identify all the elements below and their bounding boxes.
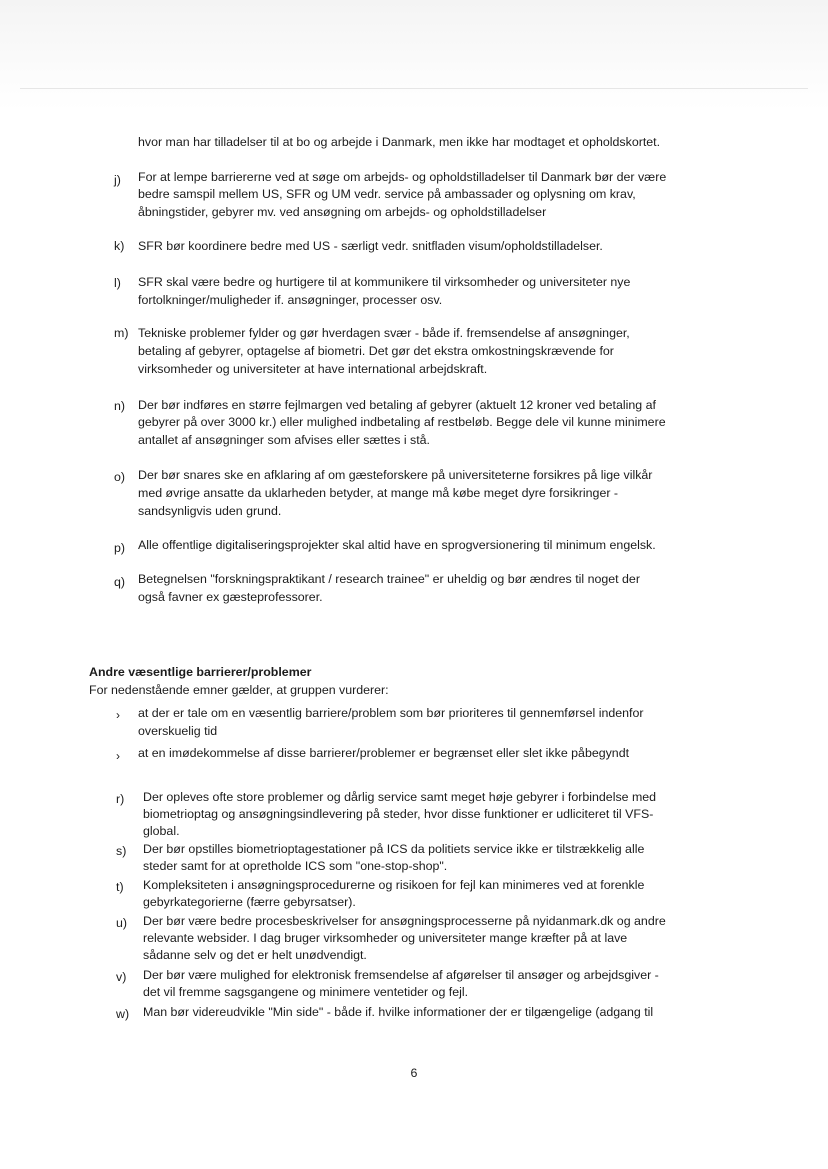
item-w-label: w): [116, 1007, 130, 1021]
item-o-label: o): [114, 470, 126, 484]
item-o-line-1: Der bør snares ske en afklaring af om gæsteforskere på universiteterne forsikres på lige vilkår: [138, 468, 653, 482]
item-p-line-1: Alle offentlige digitaliseringsprojekter skal altid have en sprogversionering til minimum engelsk.: [138, 538, 656, 552]
item-v-line-2: det vil fremme sagsgangene og minimere ventetider og fejl.: [143, 985, 469, 999]
item-n-label: n): [114, 399, 126, 413]
item-s-line-2: steder samt for at opretholde ICS som "one-stop-shop".: [143, 859, 448, 873]
item-l-line-2: fortolkninger/muligheder if. ansøgninger, processer osv.: [138, 293, 443, 307]
item-q-line-1: Betegnelsen "forskningspraktikant / research trainee" er uheldig og bør ændres til noget der: [138, 572, 640, 586]
bullet-1-line-2: overskuelig tid: [138, 724, 218, 738]
item-n-line-3: antallet af ansøgninger som afvises eller sættes i stå.: [138, 433, 431, 447]
item-m-line-2: betaling af gebyrer, optagelse af biometri. Det gør det ekstra omkostningskrævende for: [138, 344, 614, 358]
bullet-1-line-1: at der er tale om en væsentlig barriere/problem som bør prioriteres til gennemførsel indenfor: [138, 706, 644, 720]
item-continuation-line-1: hvor man har tilladelser til at bo og arbejde i Danmark, men ikke har modtaget et opholdskortet.: [138, 135, 661, 149]
item-r-line-3: global.: [143, 824, 180, 838]
item-r-line-1: Der opleves ofte store problemer og dårlig service samt meget høje gebyrer i forbindelse med: [143, 790, 657, 804]
bullet-marker: ›: [116, 708, 120, 722]
item-q-line-2: også favner ex gæsteprofessorer.: [138, 590, 323, 604]
item-t-line-1: Kompleksiteten i ansøgningsprocedurerne og risikoen for fejl kan minimeres ved at forenkle: [143, 878, 645, 892]
item-u-line-3: sådanne selv og det er helt unødvendigt.: [143, 948, 367, 962]
item-w-line-1: Man bør videreudvikle "Min side" - både if. hvilke informationer der er tilgængelige (adgang til: [143, 1005, 654, 1019]
section-intro: For nedenstående emner gælder, at gruppen vurderer:: [89, 683, 389, 697]
item-s-line-1: Der bør opstilles biometrioptagestationer på ICS da politiets service ikke er tilstrækkelig alle: [143, 842, 645, 856]
item-p-label: p): [114, 541, 126, 555]
item-v-label: v): [116, 970, 127, 984]
item-q-label: q): [114, 575, 126, 589]
item-t-label: t): [116, 880, 124, 894]
bullet-marker: ›: [116, 749, 120, 763]
item-u-line-1: Der bør være bedre procesbeskrivelser for ansøgningsprocesserne på nyidanmark.dk og andre: [143, 914, 666, 928]
item-n-line-2: gebyrer på over 3000 kr.) eller mulighed indbetaling af restbeløb. Begge dele vil kunne minimere: [138, 415, 666, 429]
item-k-line-1: SFR bør koordinere bedre med US - særligt vedr. snitfladen visum/opholdstilladelser.: [138, 239, 603, 253]
section-heading: Andre væsentlige barrierer/problemer: [89, 665, 312, 679]
item-u-label: u): [116, 916, 128, 930]
item-l-label: l): [114, 276, 121, 290]
item-r-line-2: biometrioptag og ansøgningsindlevering på steder, hvor disse funktioner er udliciteret til VFS-: [143, 807, 654, 821]
item-k-label: k): [114, 239, 125, 253]
item-o-line-3: sandsynligvis uden grund.: [138, 504, 282, 518]
item-j-line-2: bedre samspil mellem US, SFR og UM vedr. service på ambassader og oplysning om krav,: [138, 187, 636, 201]
item-j-line-3: åbningstider, gebyrer mv. ved ansøgning om arbejds- og opholdstilladelser: [138, 205, 547, 219]
item-j-line-1: For at lempe barriererne ved at søge om arbejds- og opholdstilladelser til Danmark bør der være: [138, 170, 667, 184]
item-m-line-3: virksomheder og universiteter at have international arbejdskraft.: [138, 362, 488, 376]
item-l-line-1: SFR skal være bedre og hurtigere til at kommunikere til virksomheder og universiteter nye: [138, 275, 631, 289]
page-number: 6: [410, 1066, 418, 1080]
item-m-line-1: Tekniske problemer fylder og gør hverdagen svær - både if. fremsendelse af ansøgninger,: [138, 326, 630, 340]
item-o-line-2: med øvrige ansatte da uklarheden betyder, at mange må købe meget dyre forsikringer -: [138, 486, 619, 500]
item-n-line-1: Der bør indføres en større fejlmargen ved betaling af gebyrer (aktuelt 12 kroner ved betaling af: [138, 398, 656, 412]
item-m-label: m): [114, 326, 129, 340]
item-j-label: j): [114, 173, 121, 187]
item-s-label: s): [116, 844, 127, 858]
item-u-line-2: relevante websider. I dag bruger virksomheder og universiteter mange kræfter på at lave: [143, 931, 628, 945]
item-v-line-1: Der bør være mulighed for elektronisk fremsendelse af afgørelser til ansøger og arbejdsgiver -: [143, 968, 659, 982]
item-t-line-2: gebyrkategorierne (færre gebyrsatser).: [143, 895, 356, 909]
bullet-2-line-1: at en imødekommelse af disse barrierer/problemer er begrænset eller slet ikke påbegyndt: [138, 746, 630, 760]
item-r-label: r): [116, 792, 125, 806]
